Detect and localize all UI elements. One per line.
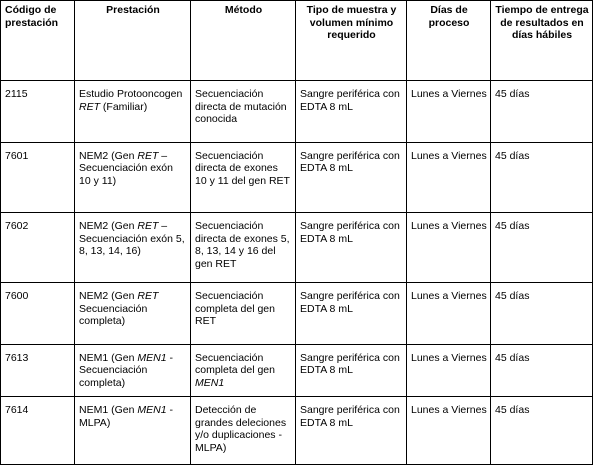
cell-days: Lunes a Viernes: [407, 81, 491, 143]
cell-days: Lunes a Viernes: [407, 397, 491, 465]
cell-days: Lunes a Viernes: [407, 213, 491, 283]
gene-name: MEN1: [137, 404, 167, 417]
gene-name: RET: [137, 290, 159, 303]
service-text: – Secuenciación exón 5, 8, 13, 14, 16): [79, 220, 185, 258]
header-code: Código de prestación: [1, 1, 75, 81]
cell-method: Detección de grandes deleciones y/o duplicaciones - MLPA): [191, 397, 296, 465]
service-text: – Secuenciación exón 10 y 11): [79, 149, 173, 187]
method-text: Secuenciación completa del gen: [195, 351, 275, 377]
cell-days: Lunes a Viernes: [407, 142, 491, 213]
cell-service: [75, 283, 191, 345]
cell-sample: Sangre periférica con EDTA 8 mL: [296, 397, 407, 465]
header-sample: Tipo de muestra y volumen mínimo requerido: [296, 1, 407, 81]
header-delivery: Tiempo de entrega de resultados en días hábiles: [491, 1, 593, 81]
cell-method: Secuenciación directa de exones 10 y 11 del gen RET: [191, 142, 296, 213]
table-row: [1, 344, 593, 397]
cell-delivery: 45 días: [491, 283, 593, 345]
cell-delivery: 45 días: [491, 344, 593, 397]
cell-code: 7614: [1, 397, 75, 465]
cell-delivery: 45 días: [491, 81, 593, 143]
cell-days: Lunes a Viernes: [407, 283, 491, 345]
cell-delivery: 45 días: [491, 397, 593, 465]
table-row: [1, 81, 593, 143]
cell-days: Lunes a Viernes: [407, 344, 491, 397]
cell-method: Secuenciación directa de mutación conocida: [191, 81, 296, 143]
cell-delivery: 45 días: [491, 142, 593, 213]
service-text: NEM2 (Gen: [79, 220, 138, 233]
cell-service: [75, 81, 191, 143]
gene-name: RET: [79, 100, 100, 113]
cell-sample: Sangre periférica con EDTA 8 mL: [296, 142, 407, 213]
header-days: Días de proceso: [407, 1, 491, 81]
table-row: [1, 283, 593, 345]
cell-sample: Sangre periférica con EDTA 8 mL: [296, 213, 407, 283]
service-text: - Secuenciación completa): [79, 351, 173, 389]
table-row: [1, 213, 593, 283]
gene-name: MEN1: [195, 376, 225, 389]
cell-code: 7600: [1, 283, 75, 345]
service-text: Estudio Protooncogen: [79, 88, 183, 100]
cell-service: [75, 344, 191, 397]
table-row: [1, 397, 593, 465]
cell-code: 7602: [1, 213, 75, 283]
cell-delivery: 45 días: [491, 213, 593, 283]
cell-sample: Sangre periférica con EDTA 8 mL: [296, 81, 407, 143]
header-row: [1, 1, 593, 81]
gene-name: MEN1: [137, 351, 167, 364]
header-service: Prestación: [75, 1, 191, 81]
cell-service: [75, 142, 191, 213]
cell-code: 7613: [1, 344, 75, 397]
gene-name: RET: [137, 220, 159, 233]
service-text: NEM1 (Gen: [79, 351, 138, 364]
gene-name: RET: [137, 149, 159, 162]
cell-service: [75, 213, 191, 283]
method-text: Secuenciación completa del gen RET: [195, 290, 275, 328]
cell-sample: Sangre periférica con EDTA 8 mL: [296, 344, 407, 397]
cell-method: Secuenciación directa de exones 5, 8, 13, 14 y 16 del gen RET: [191, 213, 296, 283]
cell-sample: Sangre periférica con EDTA 8 mL: [296, 283, 407, 345]
cell-code: 2115: [1, 81, 75, 143]
service-text: (Familiar): [100, 100, 148, 113]
cell-method: [191, 344, 296, 397]
service-text: Secuenciación completa): [79, 302, 148, 328]
service-text: NEM1 (Gen: [79, 404, 138, 417]
service-text: - MLPA): [79, 404, 173, 429]
cell-code: 7601: [1, 142, 75, 213]
cell-method: [191, 283, 296, 345]
table-row: [1, 142, 593, 213]
service-text: NEM2 (Gen: [79, 290, 138, 303]
header-method: Método: [191, 1, 296, 81]
service-text: NEM2 (Gen: [79, 149, 138, 162]
cell-service: [75, 397, 191, 465]
